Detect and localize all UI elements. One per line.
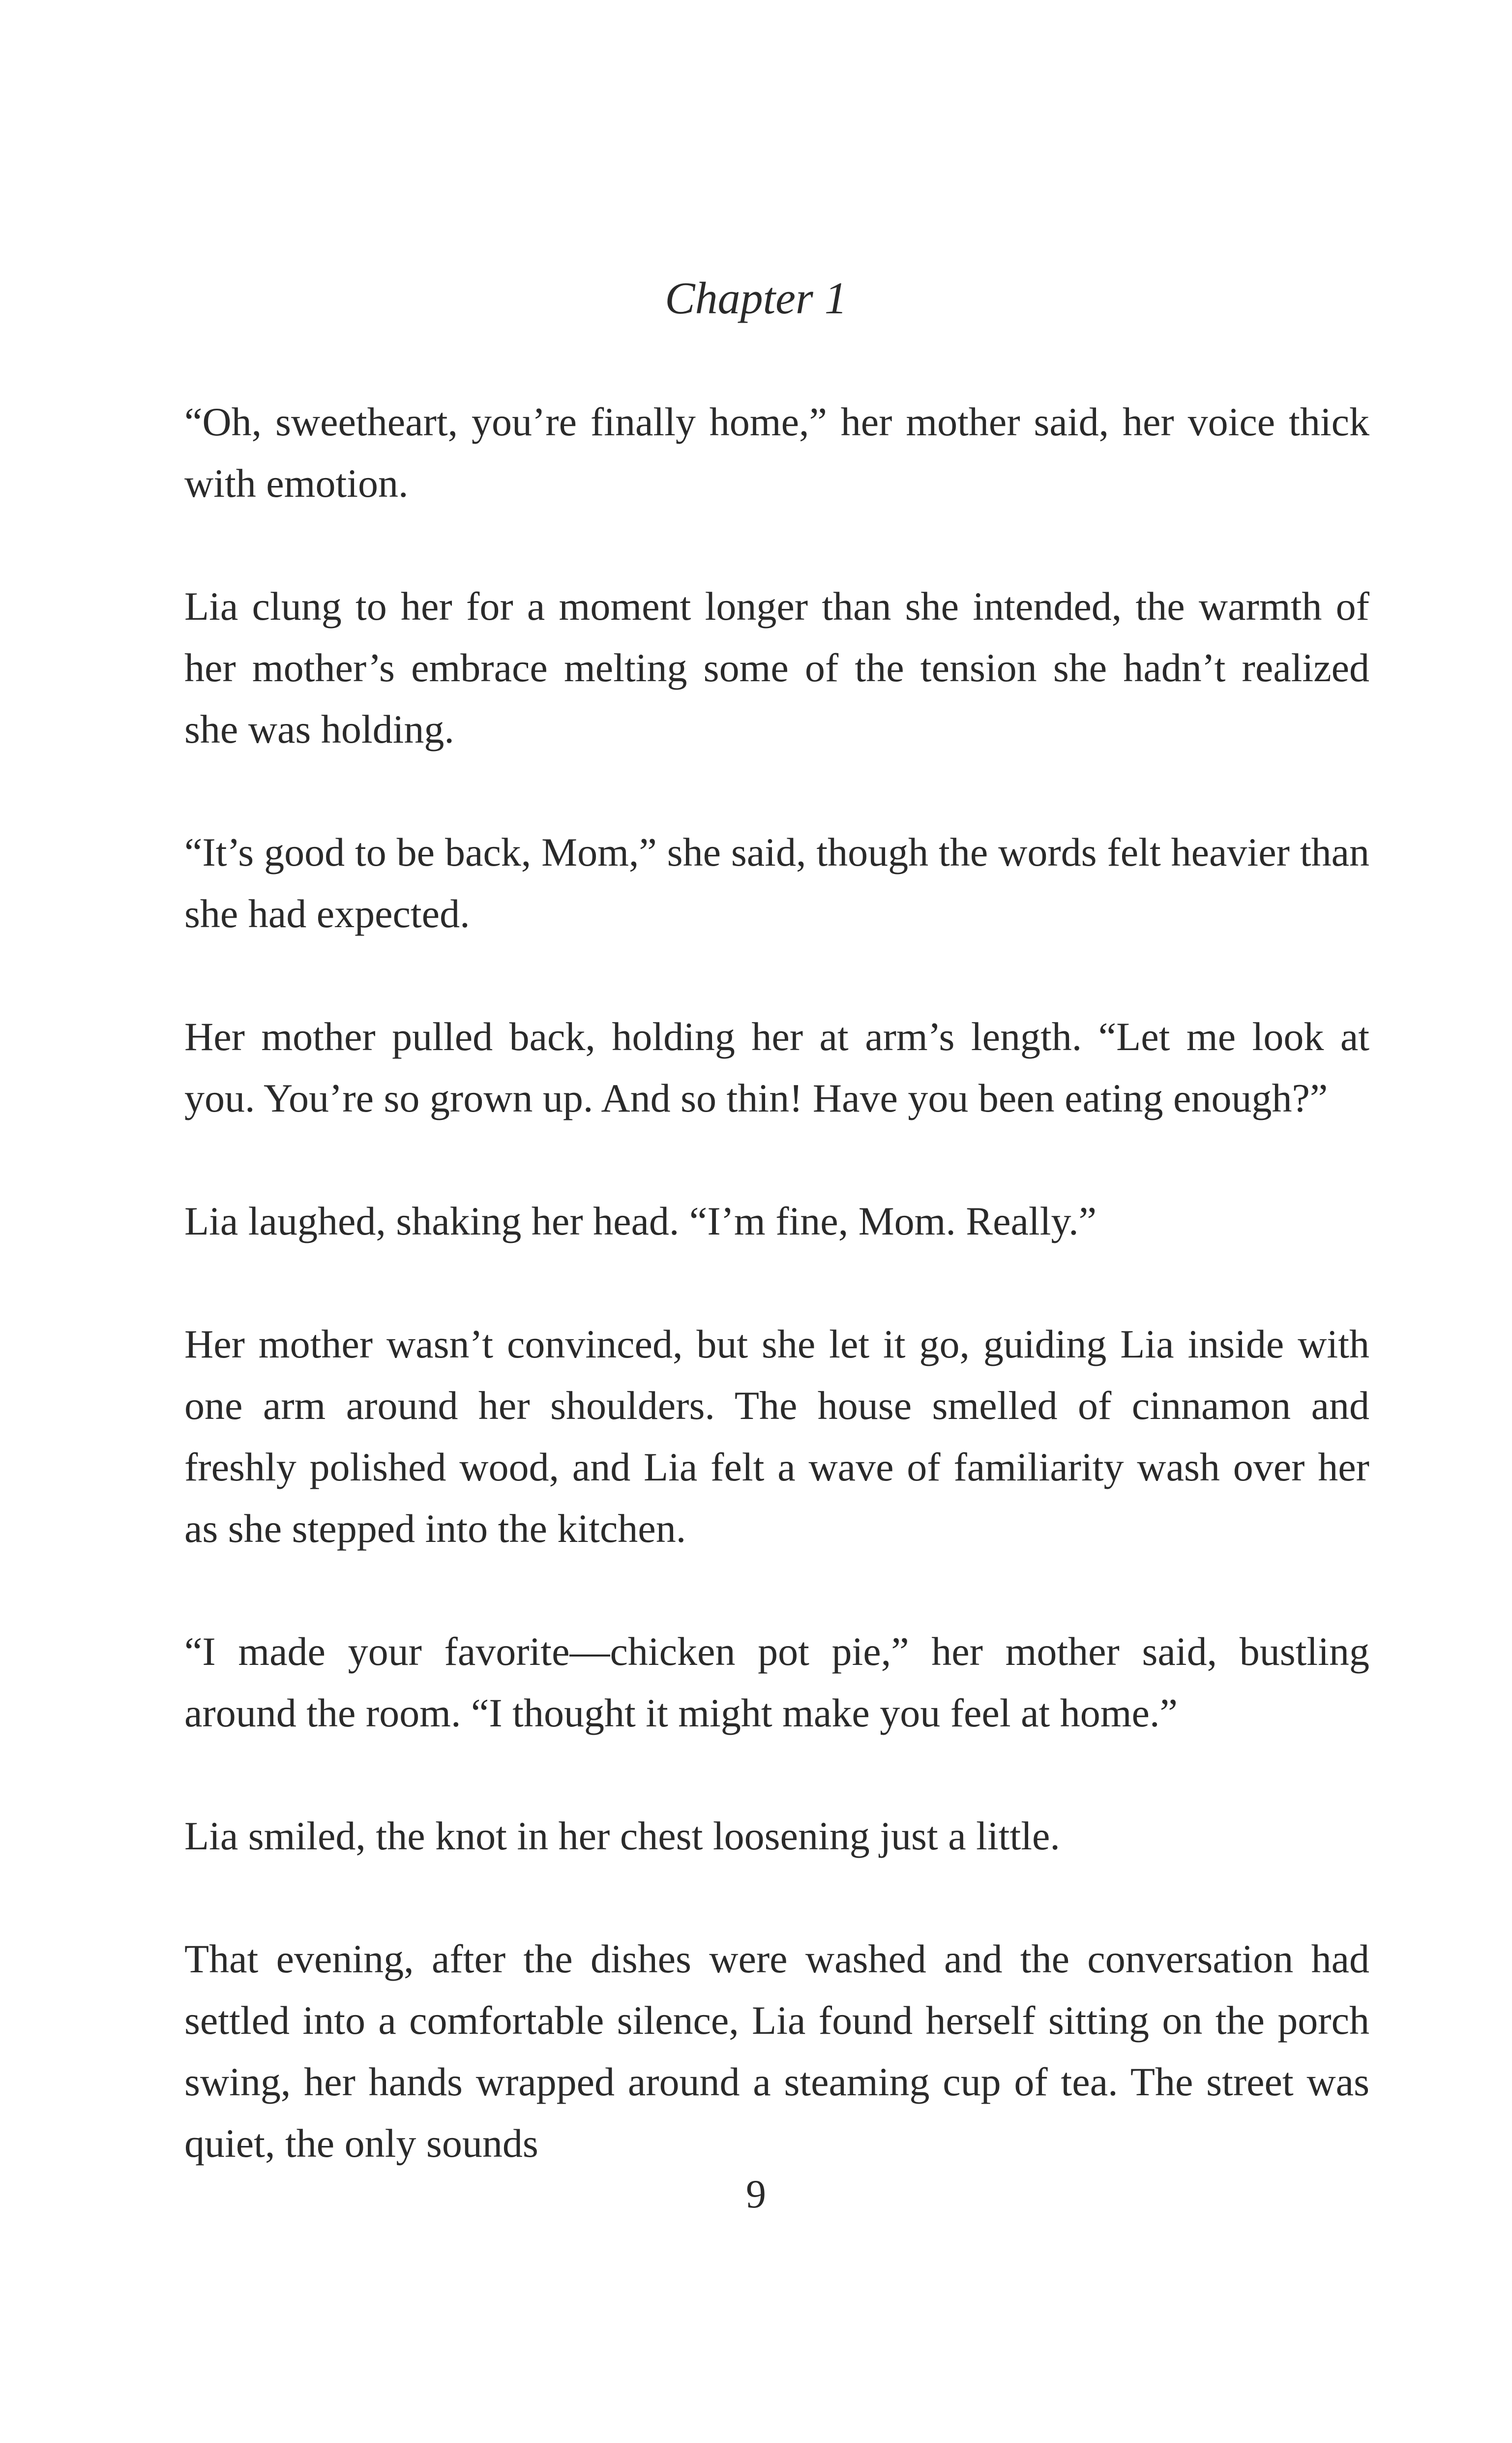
paragraph: “Oh, sweetheart, you’re finally home,” her mother said, her voice thick with emotion. [184, 399, 1369, 506]
paragraph: “It’s good to be back, Mom,” she said, though the words felt heavier than she had expected. [184, 830, 1369, 936]
paragraph: Lia smiled, the knot in her chest loosening just a little. [184, 1813, 1060, 1858]
paragraph: Her mother wasn’t convinced, but she let it go, guiding Lia inside with one arm around her shoulders. The house smelled of cinnamon and freshly polished wood, and Lia felt a wave of familiarity wash over her as she stepped into the kitchen. [184, 1322, 1369, 1551]
paragraph: Lia clung to her for a moment longer than she intended, the warmth of her mother’s embrace melting some of the tension she hadn’t realized she was holding. [184, 584, 1369, 752]
paragraph: Lia laughed, shaking her head. “I’m fine, Mom. Really.” [184, 1199, 1097, 1243]
paragraph: That evening, after the dishes were washed and the conversation had settled into a comfortable silence, Lia found herself sitting on the porch swing, her hands wrapped around a steaming cup of tea. The street was quiet, the only sounds [184, 1936, 1369, 2166]
chapter-body [184, 391, 1369, 2174]
paragraph: “I made your favorite—chicken pot pie,” her mother said, bustling around the room. “I thought it might make you feel at home.” [184, 1629, 1369, 1735]
paragraph: Her mother pulled back, holding her at arm’s length. “Let me look at you. You’re so grown up. And so thin! Have you been eating enough?” [184, 1014, 1369, 1120]
chapter-title: Chapter 1 [665, 273, 847, 323]
page-number: 9 [746, 2172, 766, 2216]
